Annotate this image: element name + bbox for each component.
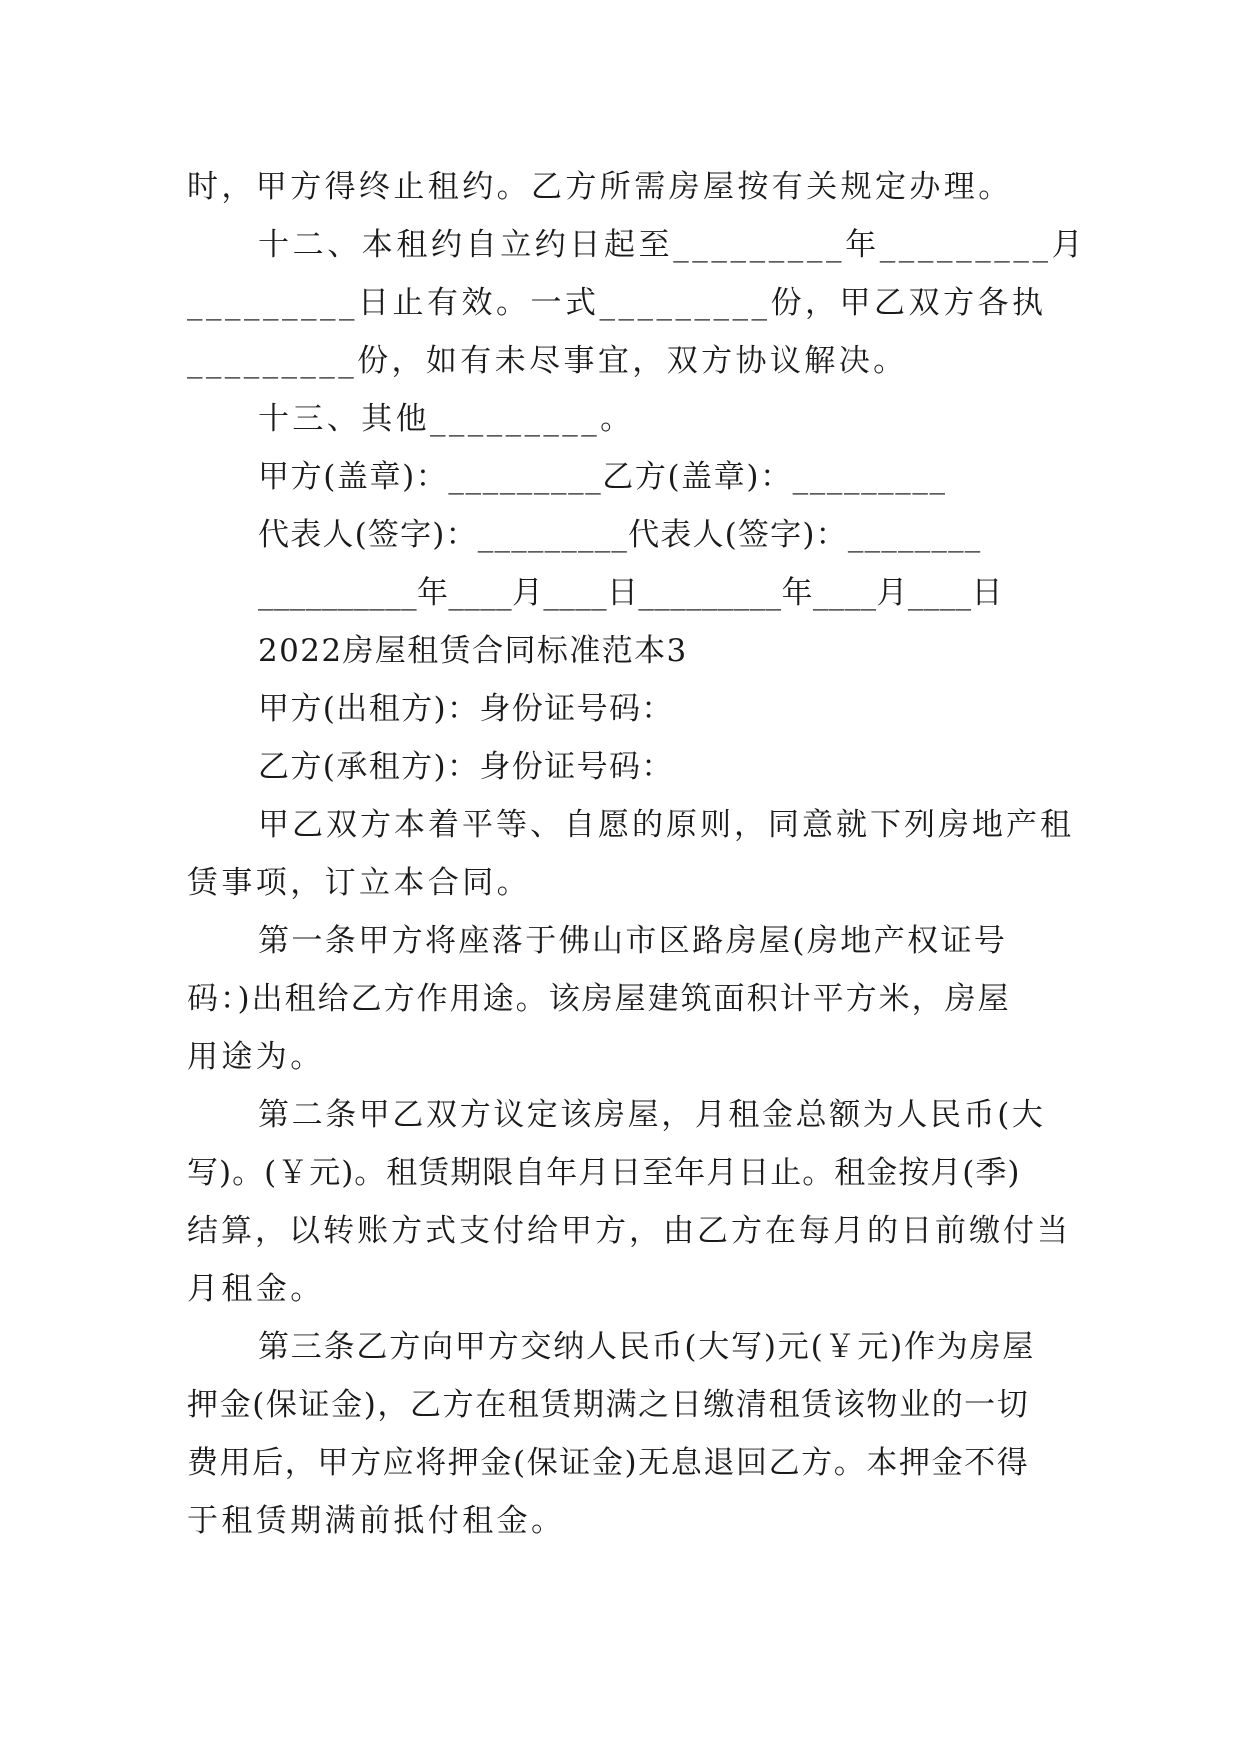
text-line: 结算，以转账方式支付给甲方，由乙方在每月的日前缴付当 bbox=[187, 1213, 1071, 1249]
text-line: 十三、其他_________。 bbox=[258, 401, 635, 437]
text-line: 押金(保证金)，乙方在租赁期满之日缴清租赁该物业的一切 bbox=[187, 1387, 1030, 1423]
text-line: __________年____月____日_________年____月____日 bbox=[258, 575, 1003, 611]
text-line: 写)。(￥元)。租赁期限自年月日至年月日止。租金按月(季) bbox=[187, 1155, 1021, 1191]
text-line: 赁事项，订立本合同。 bbox=[187, 865, 531, 901]
heading: 2022房屋租赁合同标准范本3 bbox=[258, 633, 688, 669]
text-line: 第三条乙方向甲方交纳人民币(大写)元(￥元)作为房屋 bbox=[258, 1329, 1036, 1365]
text-line: 甲方(出租方)：身份证号码： bbox=[258, 691, 674, 727]
text-line: 甲方(盖章)：_________乙方(盖章)：_________ bbox=[258, 459, 947, 495]
text-line: 乙方(承租方)：身份证号码： bbox=[258, 749, 674, 785]
text-line: 甲乙双方本着平等、自愿的原则，同意就下列房地产租 bbox=[258, 807, 1074, 843]
text-line: 第一条甲方将座落于佛山市区路房屋(房地产权证号 bbox=[258, 923, 1008, 959]
text-line: 第二条甲乙双方议定该房屋，月租金总额为人民币(大 bbox=[258, 1097, 1046, 1133]
text-line: _________份，如有未尽事宜，双方协议解决。 bbox=[187, 343, 908, 379]
text-line: 用途为。 bbox=[187, 1039, 325, 1075]
text-line: 码：)出租给乙方作用途。该房屋建筑面积计平方米，房屋 bbox=[187, 981, 1011, 1017]
text-line: 十二、本租约自立约日起至_________年_________月 bbox=[258, 227, 1087, 263]
text-line: 月租金。 bbox=[187, 1271, 325, 1307]
text-line: 费用后，甲方应将押金(保证金)无息退回乙方。本押金不得 bbox=[187, 1445, 1030, 1481]
text-line: 于租赁期满前抵付租金。 bbox=[187, 1503, 566, 1539]
text-line: 代表人(签字)：_________代表人(签字)：________ bbox=[258, 517, 982, 553]
text-line: 时，甲方得终止租约。乙方所需房屋按有关规定办理。 bbox=[187, 169, 1013, 205]
text-line: _________日止有效。一式_________份，甲乙双方各执 bbox=[187, 285, 1047, 321]
